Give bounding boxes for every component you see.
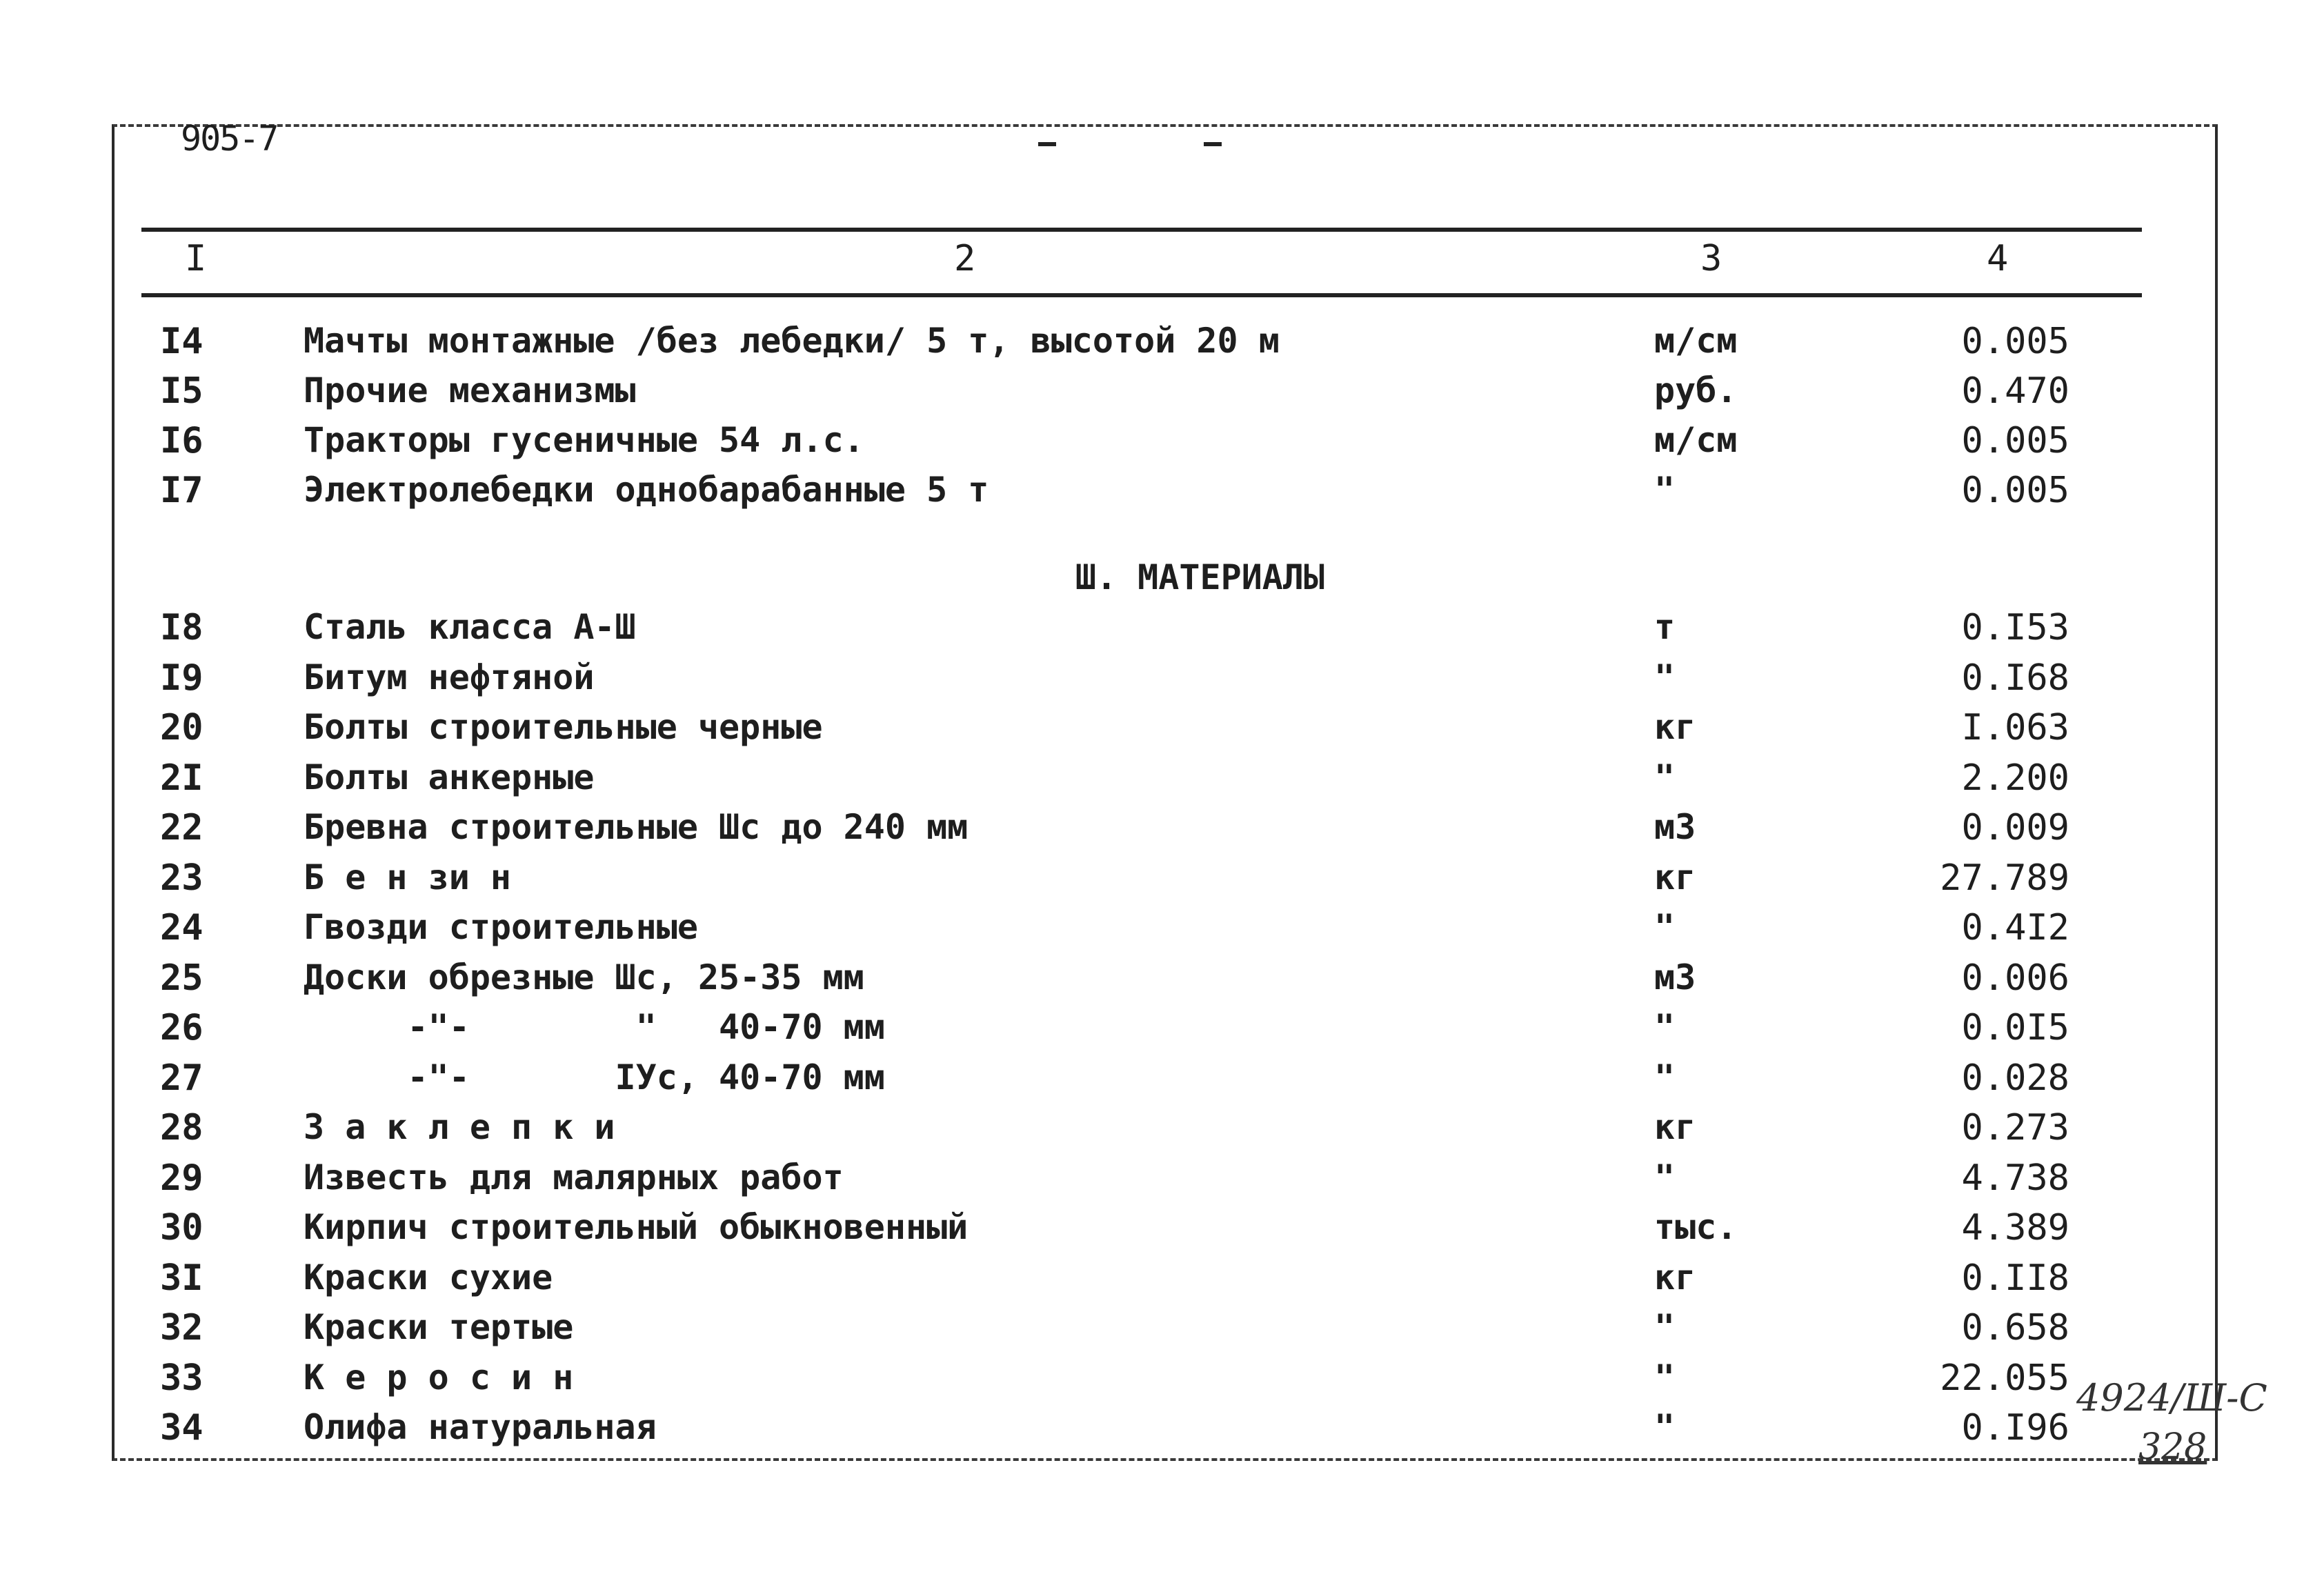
item-name: Краски тертые — [304, 1307, 574, 1347]
table-top-rule — [141, 228, 2142, 232]
row-number: 30 — [160, 1207, 203, 1248]
item-unit: " — [1654, 1407, 1676, 1447]
item-name: Тракторы гусеничные 54 л.с. — [304, 420, 864, 460]
item-name: -"- " 40-70 мм — [304, 1007, 885, 1047]
row-number: 23 — [160, 857, 203, 899]
item-value: 0.006 — [1961, 957, 2069, 999]
row-number: 32 — [160, 1307, 203, 1349]
row-number: 34 — [160, 1407, 203, 1449]
table-row — [0, 1157, 2324, 1206]
item-unit: " — [1654, 1007, 1676, 1047]
item-name: Электролебедки однобарабанные 5 т — [304, 470, 989, 510]
table-row — [0, 1407, 2324, 1455]
table-row — [0, 1207, 2324, 1255]
item-name: Болты строительные черные — [304, 707, 823, 747]
item-value: 4.389 — [1961, 1207, 2069, 1248]
item-unit: " — [1654, 1307, 1676, 1347]
item-value: 0.I53 — [1961, 607, 2069, 648]
row-number: I7 — [160, 470, 203, 511]
item-value: 0.273 — [1961, 1107, 2069, 1148]
row-number: 22 — [160, 807, 203, 848]
item-value: 0.005 — [1961, 321, 2069, 362]
item-unit: кг — [1654, 857, 1696, 897]
item-value: 4.738 — [1961, 1157, 2069, 1199]
item-name: З а к л е п к и — [304, 1107, 615, 1147]
margin-code: 4924/Ш-С — [2076, 1376, 2267, 1420]
item-value: 27.789 — [1940, 857, 2069, 899]
item-value: 0.I96 — [1961, 1407, 2069, 1449]
item-value: 0.658 — [1961, 1307, 2069, 1349]
row-number: I8 — [160, 607, 203, 648]
table-row — [0, 370, 2324, 419]
row-number: 28 — [160, 1107, 203, 1148]
table-row — [0, 657, 2324, 706]
table-row — [0, 857, 2324, 906]
row-number: 33 — [160, 1357, 203, 1399]
header-mark — [1038, 142, 1056, 146]
row-number: I6 — [160, 420, 203, 461]
item-name: Краски сухие — [304, 1257, 553, 1297]
row-number: 27 — [160, 1057, 203, 1099]
item-value: 0.0I5 — [1961, 1007, 2069, 1048]
item-value: 0.II8 — [1961, 1257, 2069, 1299]
item-name: Болты анкерные — [304, 757, 595, 797]
item-name: Б е н зи н — [304, 857, 512, 897]
item-name: Прочие механизмы — [304, 370, 636, 410]
item-unit: м/см — [1654, 321, 1738, 361]
row-number: 25 — [160, 957, 203, 999]
row-number: I4 — [160, 321, 203, 362]
item-unit: " — [1654, 470, 1676, 510]
table-row — [0, 707, 2324, 755]
table-row — [0, 957, 2324, 1006]
item-unit: кг — [1654, 1107, 1696, 1147]
item-value: 2.200 — [1961, 757, 2069, 799]
item-name: К е р о с и н — [304, 1357, 574, 1397]
item-unit: кг — [1654, 707, 1696, 747]
item-unit: м3 — [1654, 957, 1696, 997]
table-header-rule — [141, 293, 2142, 297]
column-header-4: 4 — [1987, 238, 2009, 279]
table-row — [0, 1307, 2324, 1355]
row-number: 29 — [160, 1157, 203, 1199]
column-header-1: I — [185, 238, 207, 279]
item-value: I.063 — [1961, 707, 2069, 748]
item-name: Мачты монтажные /без лебедки/ 5 т, высотой 20 м — [304, 321, 1280, 361]
item-name: -"- IУс, 40-70 мм — [304, 1057, 885, 1097]
row-number: 24 — [160, 907, 203, 948]
table-row — [0, 607, 2324, 655]
table-row — [0, 1357, 2324, 1406]
section-title: Ш. МАТЕРИАЛЫ — [1075, 557, 1325, 597]
header-mark — [1204, 142, 1222, 146]
row-number: 3I — [160, 1257, 203, 1299]
item-name: Кирпич строительный обыкновенный — [304, 1207, 969, 1247]
table-row — [0, 907, 2324, 955]
item-unit: тыс. — [1654, 1207, 1738, 1247]
row-number: 2I — [160, 757, 203, 799]
row-number: I9 — [160, 657, 203, 699]
item-unit: т — [1654, 607, 1676, 647]
item-unit: " — [1654, 1157, 1676, 1197]
item-unit: руб. — [1654, 370, 1738, 410]
column-header-2: 2 — [954, 238, 976, 279]
document-code: 905-7 — [181, 119, 278, 159]
table-row — [0, 1057, 2324, 1106]
row-number: I5 — [160, 370, 203, 412]
item-unit: м/см — [1654, 420, 1738, 460]
item-name: Бревна строительные Шс до 240 мм — [304, 807, 969, 847]
item-name: Сталь класса А-Ш — [304, 607, 636, 647]
item-value: 0.028 — [1961, 1057, 2069, 1099]
item-unit: м3 — [1654, 807, 1696, 847]
table-row — [0, 757, 2324, 806]
item-name: Гвозди строительные — [304, 907, 698, 947]
item-value: 0.005 — [1961, 420, 2069, 461]
row-number: 20 — [160, 707, 203, 748]
item-value: 0.470 — [1961, 370, 2069, 412]
item-name: Битум нефтяной — [304, 657, 595, 697]
item-unit: " — [1654, 657, 1676, 697]
table-row — [0, 321, 2324, 369]
item-unit: " — [1654, 1057, 1676, 1097]
page-number: 328 — [2138, 1426, 2207, 1468]
table-row — [0, 1007, 2324, 1055]
item-name: Олифа натуральная — [304, 1407, 657, 1447]
table-row — [0, 1257, 2324, 1306]
column-header-3: 3 — [1700, 238, 1722, 279]
item-value: 22.055 — [1940, 1357, 2069, 1399]
row-number: 26 — [160, 1007, 203, 1048]
item-name: Известь для малярных работ — [304, 1157, 844, 1197]
item-value: 0.I68 — [1961, 657, 2069, 699]
item-value: 0.4I2 — [1961, 907, 2069, 948]
item-unit: " — [1654, 907, 1676, 947]
item-unit: кг — [1654, 1257, 1696, 1297]
table-row — [0, 420, 2324, 468]
table-row — [0, 470, 2324, 518]
item-value: 0.005 — [1961, 470, 2069, 511]
item-name: Доски обрезные Шс, 25-35 мм — [304, 957, 864, 997]
item-unit: " — [1654, 1357, 1676, 1397]
item-value: 0.009 — [1961, 807, 2069, 848]
item-unit: " — [1654, 757, 1676, 797]
table-row — [0, 1107, 2324, 1155]
table-row — [0, 807, 2324, 855]
